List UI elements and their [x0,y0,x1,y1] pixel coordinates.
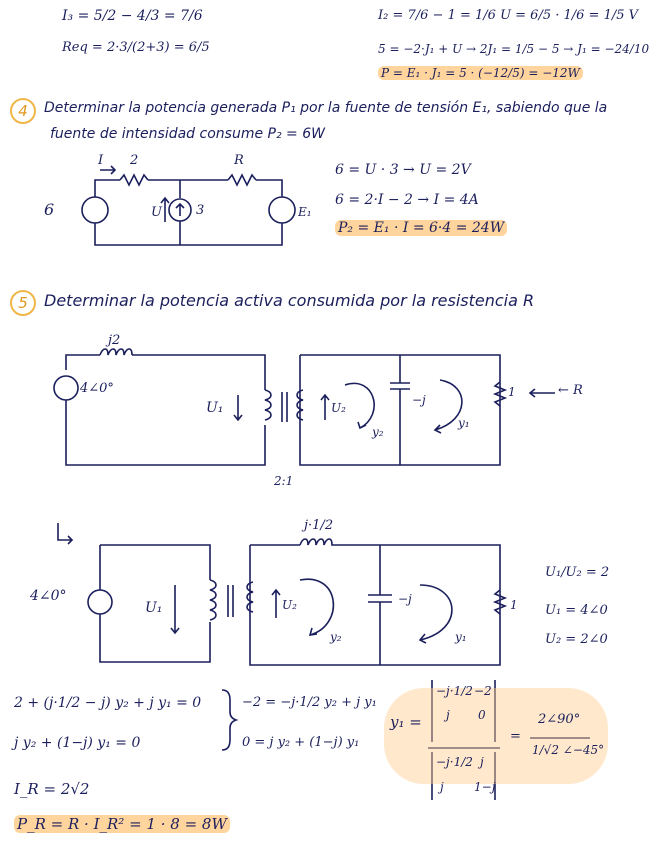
p4-eq3 [335,220,507,236]
problem-5-heading: Determinar la potencia activa consumida por la resistencia R [44,291,535,310]
label-y1-b: y₁ [455,630,467,644]
circuit-5a [54,349,555,465]
label-res-b: 1 [510,598,518,612]
wire-a-bottom [66,400,265,465]
label-current-source: 3 [196,203,205,218]
p4-eq3-highlight: P₂ = E₁ · I = 6·4 = 24W [335,220,507,236]
label-inductor-j2: j2 [108,333,121,348]
u1-note: U₁ = 4∠0 [545,603,608,618]
label-ratio: 2:1 [274,474,294,488]
problem-4-heading-line2: fuente de intensidad consume P₂ = 6W [50,126,325,142]
label-u: U [151,205,162,220]
den-m11: −j·1/2 [436,755,473,769]
label-source-b: 4∠0° [30,588,67,604]
label-u2-a: U₂ [331,401,346,415]
transformer-primary-b [210,580,216,620]
next-step-arrow [58,523,72,544]
label-u2-b: U₂ [282,598,297,612]
result-denominator: 1/√2 ∠−45° [532,743,605,757]
power-result-highlight: P = E₁ · J₁ = 5 · (−12/5) = −12W [378,66,583,80]
label-source-6: 6 [44,200,55,219]
final-ir: I_R = 2√2 [14,780,90,798]
circuit-4 [82,166,295,245]
i2-u-equation: I₂ = 7/6 − 1 = 1/6 U = 6/5 · 1/6 = 1/5 V [378,8,639,23]
wire-top-right [256,180,282,197]
p4-eq1: 6 = U · 3 → U = 2V [335,162,471,178]
label-source-a: 4∠0° [80,381,114,396]
req-equation: Req = 2·3/(2+3) = 6/5 [62,40,210,55]
equals-sign: = [510,729,521,744]
num-m22: 0 [478,708,486,722]
mesh-y1-b [420,585,452,643]
system-brace [222,690,236,750]
voltage-source-6 [82,197,108,223]
ac-source-a [54,376,78,400]
system-eq1: 2 + (j·1/2 − j) y₂ + j y₁ = 0 [14,695,202,711]
inductor-half-j [300,539,340,545]
label-cap-b: −j [398,592,412,606]
final-pr [14,815,230,833]
label-res-a: 1 [508,385,516,399]
wire-bottom [95,223,282,245]
system-rewrite1: −2 = −j·1/2 y₂ + j y₁ [242,695,377,710]
label-y1-a: y₁ [458,416,470,430]
wire-b-top [100,545,210,580]
wire-top-left [95,180,120,183]
label-r-left: 2 [130,153,139,168]
problem-4-badge: 4 [10,98,36,124]
label-u1-a: U₁ [206,400,224,416]
cramer-lhs: y₁ = [390,713,422,731]
transformer-core [282,392,287,422]
system-rewrite2: 0 = j y₂ + (1−j) y₁ [242,735,360,750]
transformer-core-b [228,585,233,617]
final-pr-highlight: P_R = R · I_R² = 1 · 8 = 8W [14,815,230,833]
p4-eq2: 6 = 2·I − 2 → I = 4A [335,192,479,208]
capacitor-a [390,355,410,465]
mesh-y2-b [300,579,333,635]
label-cap-a: −j [412,393,426,407]
current-source-arrow [176,204,184,216]
num-m11: −j·1/2 [436,684,473,698]
label-r-right: R [234,153,244,168]
inductor-j2 [100,349,132,355]
cramer-highlight [384,688,608,784]
j1-equation: 5 = −2·J₁ + U → 2J₁ = 1/5 − 5 → J₁ = −24/10 [378,42,650,56]
label-inductor-half: j·1/2 [304,518,334,533]
result-numerator: 2∠90° [538,712,581,727]
wire-a-top-left [66,355,100,370]
problem-5-badge: 5 [10,290,36,316]
label-r-pointer: ← R [558,383,583,398]
u1-arrow-b [171,585,179,633]
system-eq2: j y₂ + (1−j) y₁ = 0 [14,735,141,751]
mesh-y2-a [345,383,374,428]
u2-note: U₂ = 2∠0 [545,632,608,647]
num-m21: j [446,708,450,722]
resistor-r [228,175,256,185]
label-u1-b: U₁ [145,600,163,616]
den-m12: j [480,755,484,769]
label-y2-a: y₂ [372,425,384,439]
u1-arrow-a [234,395,242,420]
label-e1: E₁ [298,205,312,219]
resistor-2 [120,175,148,185]
wire-b-bottom [100,614,210,662]
voltage-source-e1 [269,197,295,223]
u2-arrow-b [272,590,280,618]
capacitor-b [368,545,392,665]
den-m21: j [440,780,444,794]
ac-source-b [88,590,112,614]
ratio-note: U₁/U₂ = 2 [545,565,610,580]
transformer-primary [265,390,271,420]
u-arrow [161,198,169,222]
r-pointer-arrow [530,389,555,397]
i3-equation: I₃ = 5/2 − 4/3 = 7/6 [62,8,203,24]
label-current-i: I [98,153,104,168]
problem-4-heading-line1: Determinar la potencia generada P₁ por la fuente de tensión E₁, sabiendo que la [44,100,608,116]
label-y2-b: y₂ [330,630,342,644]
u2-arrow-a [321,395,329,420]
wire-a-top-right [132,355,265,390]
den-m22: 1−j [474,780,496,794]
num-m12: −2 [474,684,492,698]
